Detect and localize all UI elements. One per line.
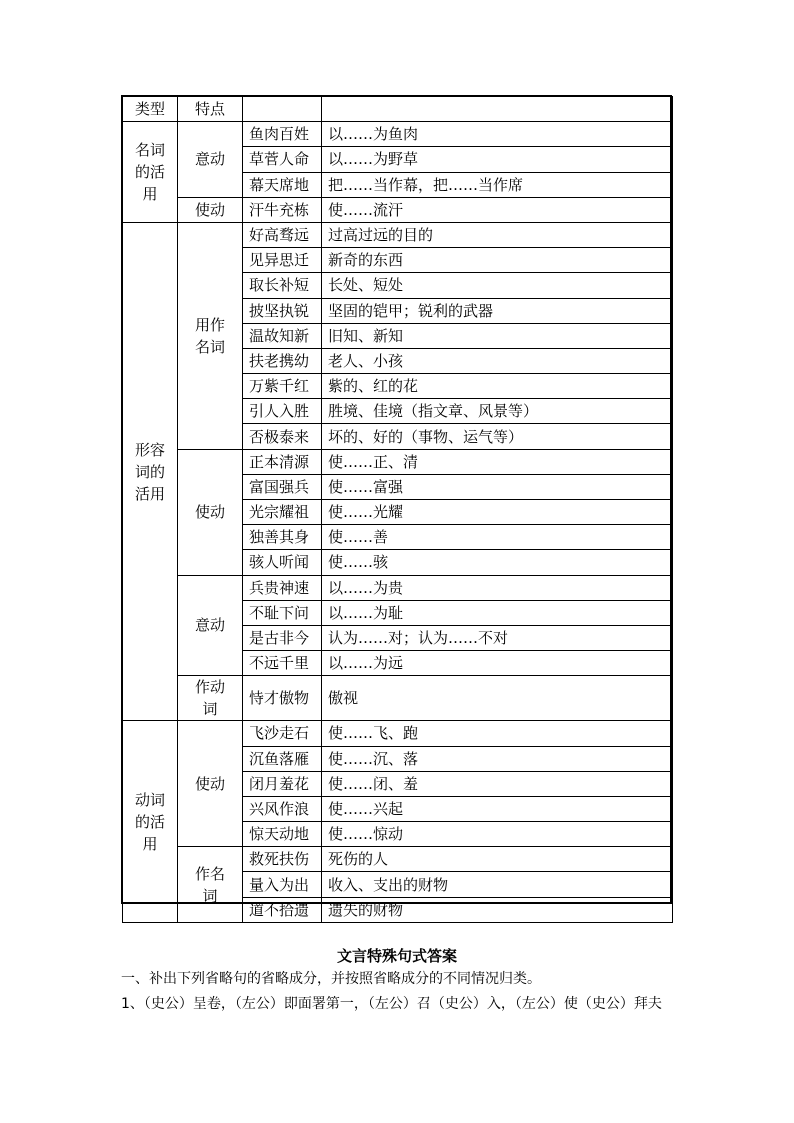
idiom-cell: 兵贵神速: [243, 575, 322, 600]
idiom-cell: 沉鱼落雁: [243, 746, 322, 771]
meaning-cell: 以……为野草: [322, 147, 673, 172]
idiom-cell: 道不拾遗: [243, 897, 322, 922]
meaning-cell: 遗失的财物: [322, 897, 673, 922]
idiom-cell: 好高骛远: [243, 222, 322, 247]
meaning-cell: 坚固的铠甲；锐利的武器: [322, 298, 673, 323]
meaning-cell: 紫的、红的花: [322, 374, 673, 399]
meaning-cell: 坏的、好的（事物、运气等）: [322, 424, 673, 449]
idiom-cell: 是古非今: [243, 625, 322, 650]
header-type: 类型: [123, 97, 178, 122]
meaning-cell: 使……骇: [322, 550, 673, 575]
table-row: [123, 449, 673, 474]
table-row: [123, 122, 673, 147]
table-row: [123, 197, 673, 222]
meaning-cell: 以……为耻: [322, 600, 673, 625]
idiom-cell: 温故知新: [243, 323, 322, 348]
header-feature: 特点: [178, 97, 243, 122]
idiom-cell: 惊天动地: [243, 822, 322, 847]
table-row: [123, 847, 673, 872]
idiom-cell: 骇人听闻: [243, 550, 322, 575]
idiom-cell: 引人入胜: [243, 399, 322, 424]
meaning-cell: 使……飞、跑: [322, 721, 673, 746]
idiom-cell: 见异思迁: [243, 248, 322, 273]
table-row: [123, 721, 673, 746]
meaning-cell: 新奇的东西: [322, 248, 673, 273]
meaning-cell: 使……沉、落: [322, 746, 673, 771]
meaning-cell: 以……为远: [322, 651, 673, 676]
idiom-cell: 万紫千红: [243, 374, 322, 399]
feature-cell: 作名词: [178, 847, 243, 923]
idiom-cell: 取长补短: [243, 273, 322, 298]
idiom-cell: 独善其身: [243, 525, 322, 550]
idiom-cell: 正本清源: [243, 449, 322, 474]
meaning-cell: 收入、支出的财物: [322, 872, 673, 897]
idiom-cell: 兴风作浪: [243, 796, 322, 821]
meaning-cell: 把……当作幕，把……当作席: [322, 172, 673, 197]
idiom-cell: 否极泰来: [243, 424, 322, 449]
header-meaning: [322, 97, 673, 122]
feature-cell: 意动: [178, 122, 243, 198]
idiom-cell: 飞沙走石: [243, 721, 322, 746]
feature-cell: 使动: [178, 197, 243, 222]
meaning-cell: 过高过远的目的: [322, 222, 673, 247]
meaning-cell: 使……光耀: [322, 500, 673, 525]
type-cell: 形容词的活用: [123, 222, 178, 720]
word-usage-table: [122, 96, 673, 923]
meaning-cell: 使……兴起: [322, 796, 673, 821]
meaning-cell: 傲视: [322, 676, 673, 721]
idiom-cell: 闭月羞花: [243, 771, 322, 796]
idiom-cell: 救死扶伤: [243, 847, 322, 872]
meaning-cell: 老人、小孩: [322, 348, 673, 373]
idiom-cell: 幕天席地: [243, 172, 322, 197]
idiom-cell: 富国强兵: [243, 474, 322, 499]
section-title: 文言特殊句式答案: [336, 947, 457, 965]
meaning-cell: 使……惊动: [322, 822, 673, 847]
idiom-cell: 扶老携幼: [243, 348, 322, 373]
type-cell: 名词的活用: [123, 122, 178, 223]
idiom-cell: 不远千里: [243, 651, 322, 676]
instruction-line: 一、补出下列省略句的省略成分，并按照省略成分的不同情况归类。: [121, 971, 541, 987]
table-row: [123, 676, 673, 721]
meaning-cell: 以……为鱼肉: [322, 122, 673, 147]
idiom-cell: 披坚执锐: [243, 298, 322, 323]
meaning-cell: 使……善: [322, 525, 673, 550]
idiom-cell: 光宗耀祖: [243, 500, 322, 525]
idiom-cell: 恃才傲物: [243, 676, 322, 721]
feature-cell: 用作名词: [178, 222, 243, 449]
idiom-cell: 不耻下问: [243, 600, 322, 625]
meaning-cell: 旧知、新知: [322, 323, 673, 348]
feature-cell: 使动: [178, 449, 243, 575]
table-row: [123, 575, 673, 600]
meaning-cell: 长处、短处: [322, 273, 673, 298]
idiom-cell: 量入为出: [243, 872, 322, 897]
header-row: [123, 97, 673, 122]
meaning-cell: 认为……对；认为……不对: [322, 625, 673, 650]
feature-cell: 意动: [178, 575, 243, 676]
type-cell: 动词的活用: [123, 721, 178, 923]
table-row: [123, 222, 673, 247]
idiom-cell: 草菅人命: [243, 147, 322, 172]
meaning-cell: 使……闭、羞: [322, 771, 673, 796]
answer-line-1: 1、（史公）呈卷，（左公）即面署第一，（左公）召（史公）入，（左公）使（史公）拜夫: [121, 996, 662, 1012]
idiom-cell: 汗牛充栋: [243, 197, 322, 222]
feature-cell: 使动: [178, 721, 243, 847]
feature-cell: 作动词: [178, 676, 243, 721]
meaning-cell: 使……流汗: [322, 197, 673, 222]
header-idiom: [243, 97, 322, 122]
meaning-cell: 死伤的人: [322, 847, 673, 872]
meaning-cell: 以……为贵: [322, 575, 673, 600]
meaning-cell: 使……正、清: [322, 449, 673, 474]
idiom-cell: 鱼肉百姓: [243, 122, 322, 147]
meaning-cell: 使……富强: [322, 474, 673, 499]
meaning-cell: 胜境、佳境（指文章、风景等）: [322, 399, 673, 424]
